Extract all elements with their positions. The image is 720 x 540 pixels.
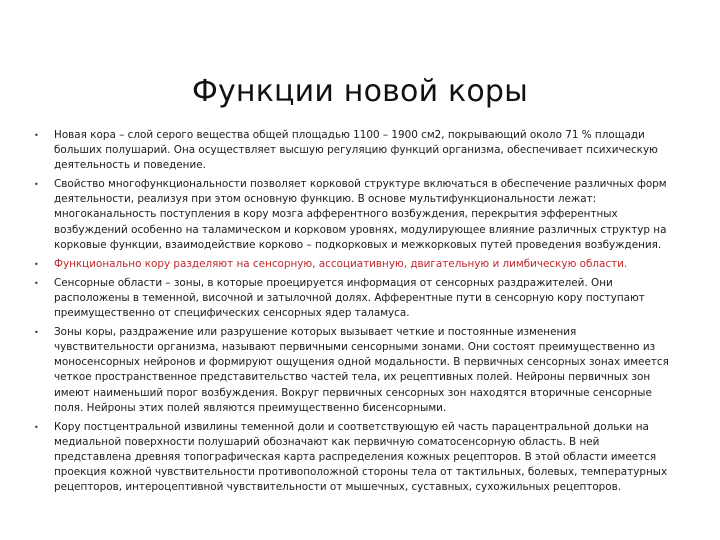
bullet-item-sensory-areas bbox=[34, 276, 670, 321]
bullet-item-cortex-definition bbox=[34, 128, 670, 173]
bullet-icon: • bbox=[34, 328, 39, 338]
bullet-text: Сенсорные области – зоны, в которые проецируется информация от сенсорных раздражителей. Они расположены в теменной, височной и затылочной долях. Афферентные пути в сенсорную кору поступают преимущественно от специфических сенсорных ядер таламуса. bbox=[54, 276, 645, 320]
bullet-text: Зоны коры, раздражение или разрушение которых вызывает четкие и постоянные изменения чувствительности организма, называют первичными сенсорными зонами. Они состоят преимущественно из моносенсорных нейронов и формируют ощущения одной модальности. В первичных сенсорных зонах имеется четкое пространственное представительство частей тела, их рецептивных полей. Нейроны первичных зон имеют наименьший порог возбуждения. Вокруг первичных сенсорных зон находятся вторичные сенсорные поля. Нейроны этих полей являются преимущественно бисенсорными. bbox=[54, 326, 669, 414]
bullet-item-functional-areas bbox=[34, 257, 670, 272]
bullet-text: Свойство многофункциональности позволяет корковой структуре включаться в обеспечение различных форм деятельности, реализуя при этом основную функцию. В основе мультифункциональности лежат: многоканальность поступления в кору мозга афферентного возбуждения, перекрытия эфферентных возбуждений особенно на таламическом и корковом уровнях, модулирующее влияние различных структур на корковые функции, взаимодействие корково – подкорковых и межкорковых путей проведения возбуждения. bbox=[54, 178, 667, 251]
bullet-item-somatosensory-area bbox=[34, 420, 670, 495]
bullet-item-primary-sensory-zones bbox=[34, 325, 670, 416]
bullet-list bbox=[34, 128, 670, 499]
bullet-icon: • bbox=[34, 278, 39, 288]
bullet-icon: • bbox=[34, 180, 39, 190]
bullet-icon: • bbox=[34, 259, 39, 269]
bullet-icon: • bbox=[34, 131, 39, 140]
bullet-text: Новая кора – слой серого вещества общей площадью 1100 – 1900 см2, покрывающий около 71 % площади больших полушарий. Она осуществляет высшую регуляцию функций организма, обеспечивает психическую деятельность и поведение. bbox=[54, 129, 658, 172]
bullet-icon: • bbox=[34, 422, 39, 432]
bullet-text-highlighted: Функционально кору разделяют на сенсорную, ассоциативную, двигательную и лимбическую области. bbox=[54, 257, 628, 270]
bullet-item-multifunctionality bbox=[34, 177, 670, 252]
slide-title: Функции новой коры bbox=[191, 74, 529, 109]
bullet-text: Кору постцентральной извилины теменной доли и соответствующую ей часть парацентральной дольки на медиальной поверхности полушарий обозначают как первичную соматосенсорную область. В ней представлена древняя топографическая карта распределения кожных рецепторов. В этой области имеется проекция кожной чувствительности противоположной стороны тела от тактильных, болевых, температурных рецепторов, интероцептивной чувствительности от мышечных, суставных, сухожильных рецепторов. bbox=[54, 420, 668, 494]
